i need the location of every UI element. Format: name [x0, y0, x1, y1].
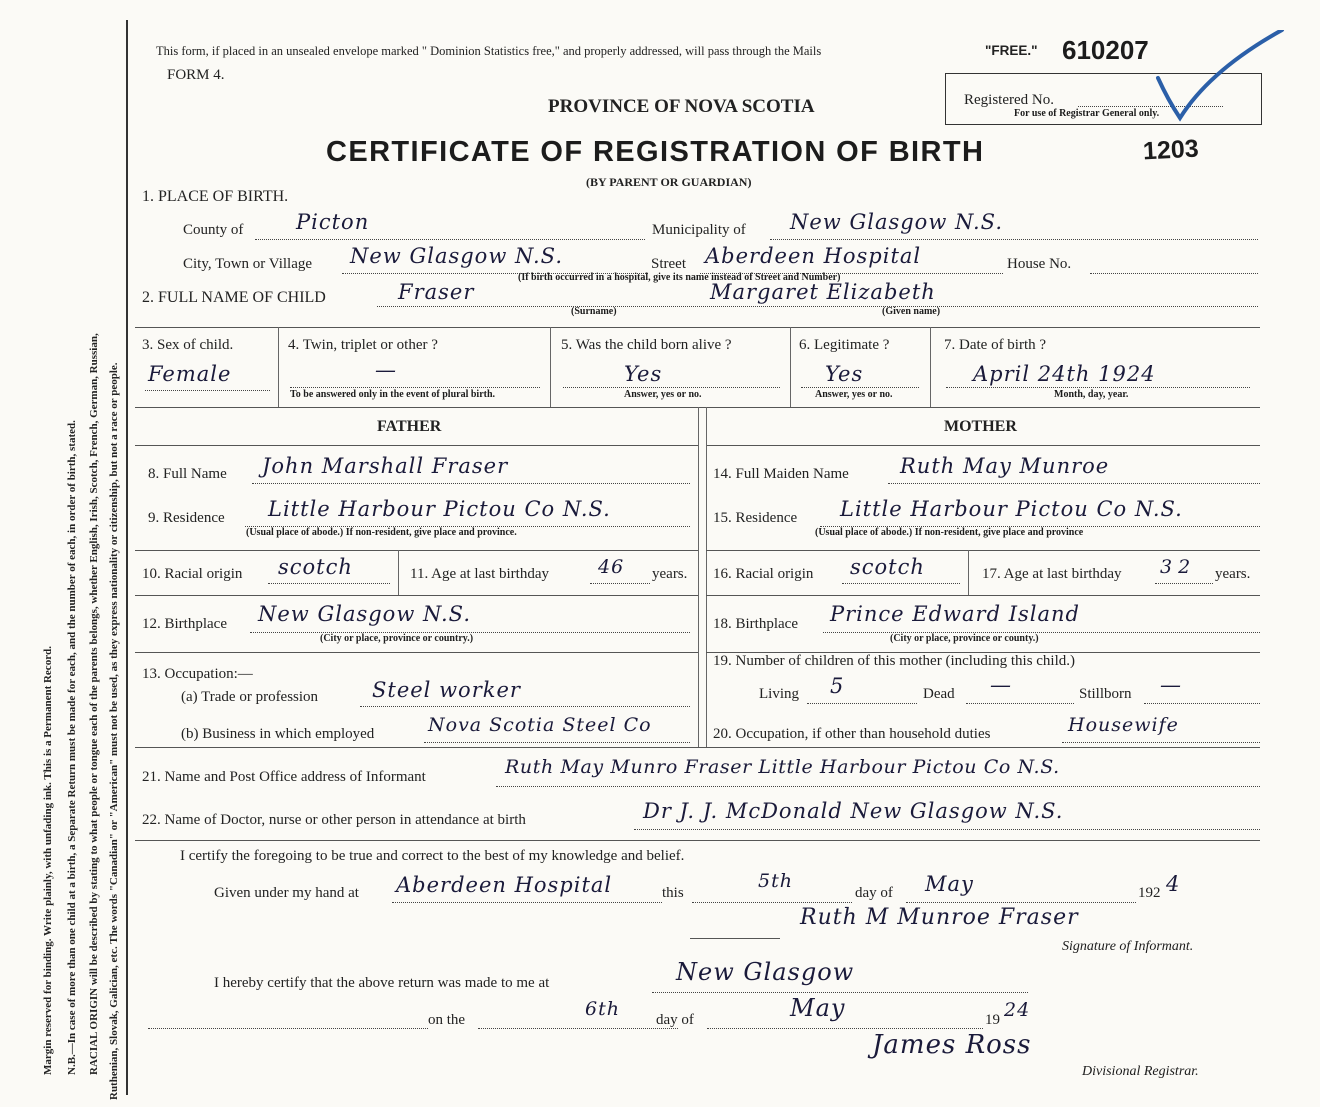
father-residence-label: 9. Residence — [148, 510, 225, 526]
alive-note: Answer, yes or no. — [624, 389, 702, 400]
given-place: Aberdeen Hospital — [396, 873, 613, 897]
father-age-label: 11. Age at last birthday — [410, 566, 549, 582]
margin-text-nb: N.B.—In case of more than one child at a birth, a Separate Return must be made for each, and the number of each, in order of birth, stated. — [66, 420, 78, 1075]
mother-occupation: Housewife — [1068, 714, 1179, 736]
father-name-label: 8. Full Name — [148, 466, 227, 482]
province-title: PROVINCE OF NOVA SCOTIA — [548, 96, 815, 117]
registration-month: May — [790, 994, 846, 1022]
county-value: Picton — [296, 210, 370, 234]
father-residence-note: (Usual place of abode.) If non-resident, give place and province. — [246, 527, 517, 538]
given-year-prefix: 192 — [1138, 885, 1161, 901]
informant-label: 21. Name and Post Office address of Informant — [142, 769, 426, 785]
mother-occupation-label: 20. Occupation, if other than household duties — [713, 726, 991, 742]
on-the-label: on the — [428, 1012, 466, 1028]
hospital-note: (If birth occurred in a hospital, give its name instead of Street and Number) — [518, 272, 841, 283]
dob-value: April 24th 1924 — [973, 362, 1156, 386]
informant-signature: Ruth M Munroe Fraser — [800, 905, 1079, 930]
municipality-label: Municipality of — [652, 222, 746, 238]
certify-statement: I certify the foregoing to be true and correct to the best of my knowledge and belief. — [180, 848, 685, 864]
margin-text-racial: RACIAL ORIGIN will be described by stating to what people or tongue each of the parents belongs, whether English, Irish, Scotch, French, German, Russian, — [88, 333, 100, 1075]
father-residence: Little Harbour Pictou Co N.S. — [268, 497, 611, 521]
father-trade-label: (a) Trade or profession — [181, 689, 319, 705]
mother-age: 32 — [1160, 556, 1197, 578]
margin-rule — [126, 20, 128, 1095]
registrar-caption: Divisional Registrar. — [1082, 1064, 1199, 1079]
father-birthplace: New Glasgow N.S. — [258, 602, 471, 626]
father-business-label: (b) Business in which employed — [181, 726, 375, 742]
mother-birthplace-note: (City or place, province or county.) — [890, 633, 1039, 644]
father-years-label: years. — [652, 566, 688, 582]
margin-text-binding: Margin reserved for binding. Write plainly, with unfading ink. This is a Permanent Record. — [42, 646, 54, 1075]
living-label: Living — [759, 686, 799, 702]
given-caption: (Given name) — [882, 306, 941, 317]
mother-name-label: 14. Full Maiden Name — [713, 466, 849, 482]
doctor-value: Dr J. J. McDonald New Glasgow N.S. — [643, 799, 1064, 823]
legitimate-note: Answer, yes or no. — [815, 389, 893, 400]
registration-day: 6th — [585, 998, 620, 1020]
doctor-label: 22. Name of Doctor, nurse or other person in attendance at birth — [142, 812, 526, 828]
alive-label: 5. Was the child born alive ? — [561, 337, 732, 353]
dead-label: Dead — [923, 686, 955, 702]
informant-value: Ruth May Munro Fraser Little Harbour Pictou Co N.S. — [505, 756, 1060, 778]
mother-children-label: 19. Number of children of this mother (including this child.) — [713, 653, 1076, 669]
mother-residence: Little Harbour Pictou Co N.S. — [840, 497, 1183, 521]
check-mark — [1150, 30, 1290, 125]
registrar-signature: James Ross — [872, 1030, 1032, 1060]
form-number: FORM 4. — [167, 67, 225, 83]
father-age: 46 — [598, 556, 625, 578]
father-name: John Marshall Fraser — [262, 454, 509, 478]
certificate-title: CERTIFICATE OF REGISTRATION OF BIRTH — [326, 136, 985, 168]
mother-residence-note: (Usual place of abode.) If non-resident, give place and province — [815, 527, 1084, 538]
mother-residence-label: 15. Residence — [713, 510, 798, 526]
house-no-label: House No. — [1007, 256, 1072, 272]
stillborn-value: — — [1160, 673, 1182, 697]
free-label: "FREE." — [985, 43, 1038, 58]
twin-value: — — [375, 358, 397, 382]
this-label: this — [662, 885, 684, 901]
signature-caption: Signature of Informant. — [1062, 939, 1194, 954]
twin-label: 4. Twin, triplet or other ? — [288, 337, 438, 353]
serial-number: 610207 — [1062, 35, 1149, 65]
municipality-value: New Glasgow N.S. — [790, 210, 1003, 234]
margin-text-ruthenian: Ruthenian, Slovak, Galician, etc. The words "Canadian" or "American" must not be used, as they express nationality or citizenship, but not a race or people. — [108, 362, 120, 1100]
father-birthplace-note: (City or place, province or country.) — [320, 633, 474, 644]
mother-birthplace: Prince Edward Island — [830, 602, 1080, 626]
stamp-number: 1203 — [1142, 134, 1200, 166]
father-trade: Steel worker — [372, 678, 521, 702]
mother-age-label: 17. Age at last birthday — [982, 566, 1122, 582]
registered-note: For use of Registrar General only. — [1014, 108, 1160, 119]
dob-label: 7. Date of birth ? — [944, 337, 1047, 353]
sex-label: 3. Sex of child. — [142, 337, 234, 353]
sex-value: Female — [148, 362, 232, 386]
given-under-hand-label: Given under my hand at — [214, 885, 359, 901]
place-of-birth-label: 1. PLACE OF BIRTH. — [142, 188, 289, 205]
alive-value: Yes — [624, 362, 663, 386]
father-birthplace-label: 12. Birthplace — [142, 616, 227, 632]
mother-years-label: years. — [1215, 566, 1251, 582]
street-value: Aberdeen Hospital — [705, 244, 922, 268]
hereby-certify-label: I hereby certify that the above return was made to me at — [214, 975, 550, 991]
twin-note: To be answered only in the event of plural birth. — [290, 389, 496, 400]
day-of-label: day of — [855, 885, 893, 901]
father-race: scotch — [278, 555, 353, 579]
given-day: 5th — [758, 870, 793, 892]
father-occupation-label: 13. Occupation:— — [142, 666, 253, 682]
mother-heading: MOTHER — [944, 418, 1017, 435]
father-business: Nova Scotia Steel Co — [428, 714, 652, 736]
registration-place: New Glasgow — [676, 958, 855, 986]
reg-year-suffix: 24 — [1004, 999, 1031, 1021]
living-value: 5 — [830, 674, 845, 698]
certificate-subtitle: (BY PARENT OR GUARDIAN) — [586, 175, 752, 189]
postal-note: This form, if placed in an unsealed envelope marked " Dominion Statistics free," and properly addressed, will pass through the Mails — [156, 44, 822, 58]
county-label: County of — [183, 222, 244, 238]
legitimate-label: 6. Legitimate ? — [799, 337, 890, 353]
child-given-name: Margaret Elizabeth — [710, 280, 936, 304]
reg-year-prefix: 19 — [985, 1012, 1000, 1028]
father-heading: FATHER — [377, 418, 442, 435]
dead-value: — — [990, 673, 1012, 697]
surname-caption: (Surname) — [571, 306, 617, 317]
mother-birthplace-label: 18. Birthplace — [713, 616, 798, 632]
given-month: May — [925, 872, 974, 896]
dob-note: Month, day, year. — [1054, 389, 1129, 400]
mother-race-label: 16. Racial origin — [713, 566, 814, 582]
city-label: City, Town or Village — [183, 256, 313, 272]
mother-name: Ruth May Munroe — [900, 454, 1110, 478]
child-surname: Fraser — [398, 280, 475, 304]
street-label: Street — [651, 256, 686, 272]
registered-label: Registered No. — [964, 92, 1054, 108]
father-race-label: 10. Racial origin — [142, 566, 243, 582]
given-year-suffix: 4 — [1166, 872, 1181, 896]
mother-race: scotch — [850, 555, 925, 579]
child-name-label: 2. FULL NAME OF CHILD — [142, 289, 326, 306]
reg-day-of-label: day of — [656, 1012, 694, 1028]
legitimate-value: Yes — [825, 362, 864, 386]
city-value: New Glasgow N.S. — [350, 244, 563, 268]
stillborn-label: Stillborn — [1079, 686, 1132, 702]
